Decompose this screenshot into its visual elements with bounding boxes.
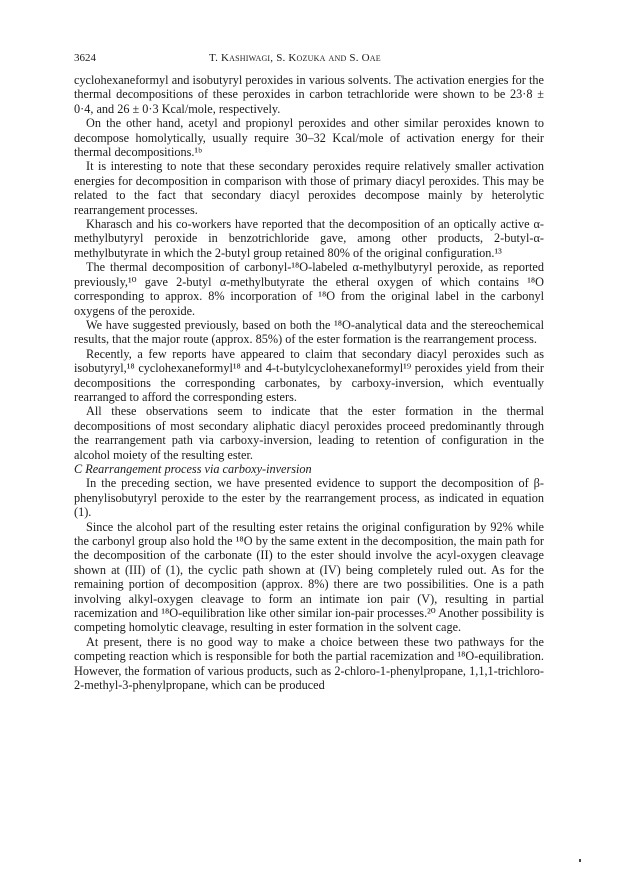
paragraph-recent-reports: Recently, a few reports have appeared to claim that secondary diacyl peroxides such as isobutyryl,¹⁸ cyclohexaneformyl¹⁸ and 4-t-butylcyclohexaneformyl¹⁹ peroxides yield from their decompositions the corresponding carbonates, by carboxy-inversion, which eventually rearranged to afford the corresponding esters. bbox=[74, 346, 544, 404]
running-head-authors: T. Kashiwagi, S. Kozuka and S. Oae bbox=[209, 52, 381, 64]
paragraph-continuation: cyclohexaneformyl and isobutyryl peroxides in various solvents. The activation energies for the thermal decompositions of these peroxides in carbon tetrachloride were shown to be 23·8 ± 0·4, and 26 ± 0·3 Kcal/mole, respectively. bbox=[74, 73, 544, 116]
scan-speck bbox=[579, 859, 581, 862]
paragraph-labeled-decomposition: The thermal decomposition of carbonyl-¹⁸O-labeled α-methylbutyryl peroxide, as reported previously,¹⁰ gave 2-butyl α-methylbutyrate the etheral oxygen of which contains ¹⁸O corresponding to approx. 8% incorporation of ¹⁸O from the original label in the carbonyl oxygens of the peroxide. bbox=[74, 260, 544, 318]
page-number: 3624 bbox=[74, 52, 96, 64]
article-body bbox=[74, 73, 544, 692]
paragraph-kharasch: Kharasch and his co-workers have reported that the decomposition of an optically active α-methylbutyryl peroxide in benzotrichloride gave, among other products, 2-butyl-α-methylbutyrate in which the 2-butyl group retained 80% of the original configuration.¹³ bbox=[74, 217, 544, 260]
paragraph-secondary-peroxides: It is interesting to note that these secondary peroxides require relatively smaller activation energies for decomposition in comparison with those of primary diacyl peroxides. This may be related to the fact that secondary diacyl peroxides decompose mainly by heterolytic rearrangement processes. bbox=[74, 159, 544, 217]
paragraph-competing-reaction: At present, there is no good way to make a choice between these two pathways for the competing reaction which is responsible for both the partial racemization and ¹⁸O-equilibration. However, the formation of various products, such as 2-chloro-1-phenylpropane, 1,1,1-trichloro-2-methyl-3-phenylpropane, which can be produced bbox=[74, 634, 544, 693]
section-heading: C Rearrangement process via carboxy-inversion bbox=[74, 461, 312, 476]
paragraph-activation-energy-primary: On the other hand, acetyl and propionyl peroxides and other similar peroxides known to decompose homolytically, usually require 30–32 Kcal/mole of activation energy for their thermal decompositions.¹ᵇ bbox=[74, 116, 544, 160]
running-head bbox=[74, 51, 544, 65]
paragraph-preceding-section: In the preceding section, we have presented evidence to support the decomposition of β-phenylisobutyryl peroxide to the ester by the rearrangement process, as indicated in equation (1). bbox=[74, 476, 544, 520]
paragraph-observations: All these observations seem to indicate that the ester formation in the thermal decompositions of most secondary aliphatic diacyl peroxides proceed predominantly through the rearrangement path via carboxy-inversion, leading to retention of configuration in the alcohol moiety of the resulting ester. bbox=[74, 404, 544, 462]
paragraph-alcohol-configuration: Since the alcohol part of the resulting ester retains the original configuration by 92% while the carbonyl group also hold the ¹⁸O by the same extent in the decomposition, the main path for the decomposition of the carbonate (II) to the ester should involve the acyl-oxygen cleavage shown at (III) of (1), the cyclic path shown at (IV) being completely ruled out. As for the remaining portion of decomposition (approx. 8%) there are two possibilities. One is a path involving alkyl-oxygen cleavage to form an intimate ion pair (V), resulting in partial racemization and ¹⁸O-equilibration like other similar ion-pair processes.²⁰ Another possibility is competing homolytic cleavage, resulting in ester formation in the solvent cage. bbox=[74, 519, 544, 635]
paragraph-major-route: We have suggested previously, based on both the ¹⁸O-analytical data and the stereochemical results, that the major route (approx. 85%) of the ester formation is the rearrangement process. bbox=[74, 317, 544, 347]
